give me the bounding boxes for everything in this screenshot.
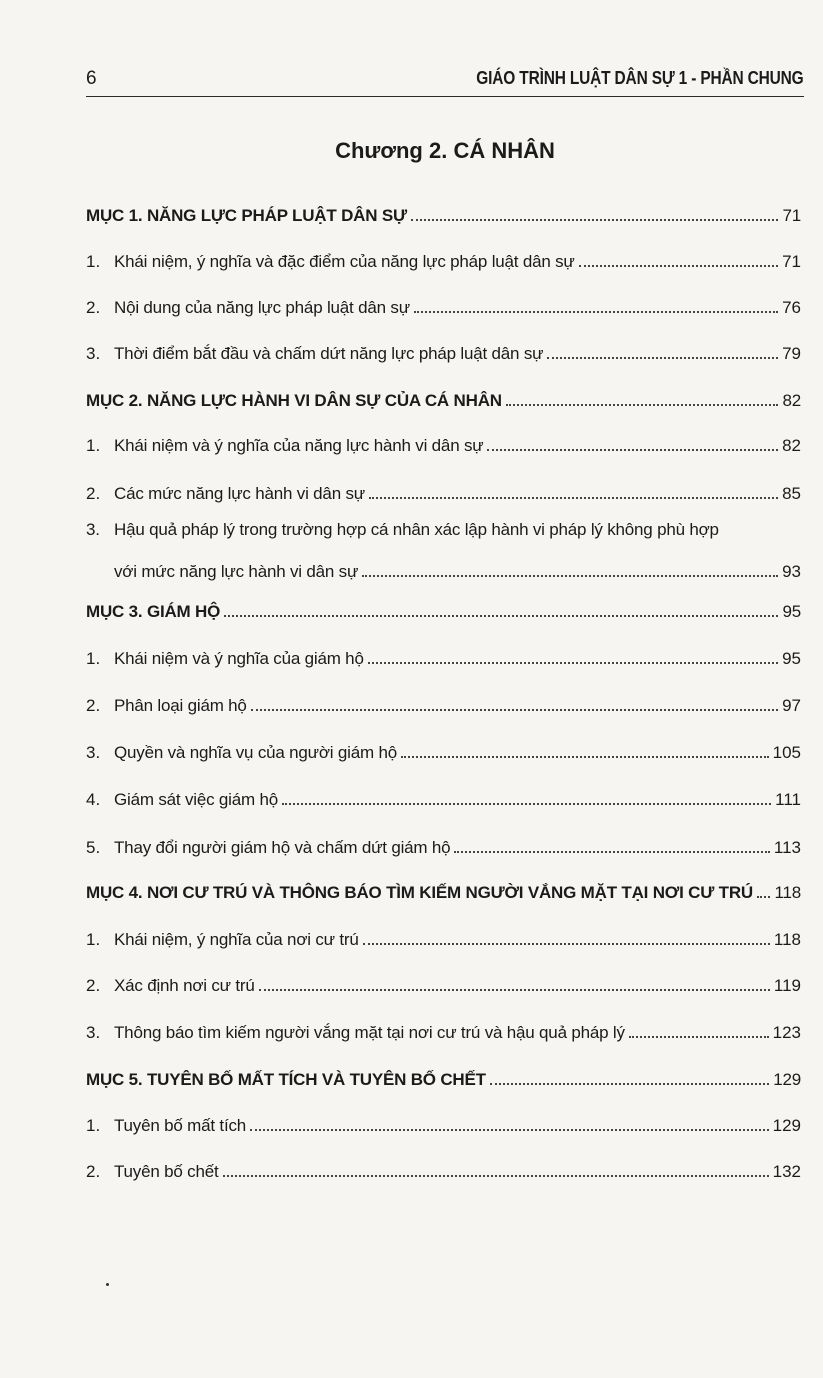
toc-item-number: 1. bbox=[86, 1116, 101, 1135]
toc-item-row bbox=[86, 1106, 801, 1136]
toc-dot-leader bbox=[629, 1035, 769, 1038]
toc-item-number: 1. bbox=[86, 436, 101, 455]
toc-item-row bbox=[86, 426, 801, 456]
toc-item-label: với mức năng lực hành vi dân sự bbox=[114, 562, 359, 581]
toc-dot-leader bbox=[251, 708, 778, 711]
toc-item-label: Thay đổi người giám hộ và chấm dứt giám hộ bbox=[114, 838, 451, 857]
toc-item-label: Tuyên bố mất tích bbox=[114, 1116, 247, 1135]
toc-item-number: 3. bbox=[86, 520, 100, 539]
toc-item-row bbox=[86, 733, 801, 763]
toc-section-row bbox=[86, 873, 801, 903]
toc-page-number: 97 bbox=[782, 696, 801, 715]
toc-page-number: 132 bbox=[772, 1162, 801, 1181]
toc-section-title: MỤC 2. NĂNG LỰC HÀNH VI DÂN SỰ CỦA CÁ NHÂN bbox=[86, 391, 502, 410]
toc-dot-leader bbox=[487, 448, 778, 451]
toc-item-label: Thông báo tìm kiếm người vắng mặt tại nơi cư trú và hậu quả pháp lý bbox=[114, 1023, 625, 1042]
toc-dot-leader bbox=[401, 755, 769, 758]
toc-item-row bbox=[86, 1013, 801, 1043]
toc-item-label: Nội dung của năng lực pháp luật dân sự bbox=[114, 298, 410, 317]
toc-item-first-line bbox=[86, 520, 719, 540]
toc-dot-leader bbox=[579, 264, 778, 267]
toc-page-number: 123 bbox=[772, 1023, 801, 1042]
toc-page-number: 82 bbox=[782, 391, 801, 410]
toc-section-row bbox=[86, 381, 801, 411]
toc-page-number: 118 bbox=[774, 883, 801, 902]
toc-page-number: 82 bbox=[782, 436, 801, 455]
toc-dot-leader bbox=[363, 942, 770, 945]
toc-item-row bbox=[86, 686, 801, 716]
toc-item-number: 2. bbox=[86, 696, 101, 715]
toc-page-number: 105 bbox=[772, 743, 801, 762]
toc-section-title: MỤC 5. TUYÊN BỐ MẤT TÍCH VÀ TUYÊN BỐ CHẾT bbox=[86, 1070, 486, 1089]
toc-section-row bbox=[86, 1060, 801, 1090]
toc-item-number: 2. bbox=[86, 298, 101, 317]
toc-item-number: 2. bbox=[86, 976, 101, 995]
toc-item-label: Các mức năng lực hành vi dân sự bbox=[114, 484, 365, 503]
toc-page-number: 129 bbox=[772, 1116, 801, 1135]
toc-section-row bbox=[86, 592, 801, 622]
toc-page-number: 93 bbox=[782, 562, 801, 581]
toc-page-number: 111 bbox=[775, 790, 801, 809]
toc-item-number: 2. bbox=[86, 1162, 101, 1181]
toc-item-label: Khái niệm, ý nghĩa và đặc điểm của năng lực pháp luật dân sự bbox=[114, 252, 575, 271]
toc-page-number: 129 bbox=[773, 1070, 801, 1089]
toc-item-row bbox=[86, 639, 801, 669]
page-number: 6 bbox=[86, 68, 97, 89]
toc-item-row bbox=[86, 966, 801, 996]
toc-item-number: 1. bbox=[86, 930, 101, 949]
toc-dot-leader bbox=[369, 496, 778, 499]
toc-dot-leader bbox=[282, 802, 771, 805]
toc-item-label: Hậu quả pháp lý trong trường hợp cá nhân xác lập hành vi pháp lý không phù hợp bbox=[114, 520, 719, 539]
toc-dot-leader bbox=[506, 403, 779, 406]
toc-page-number: 71 bbox=[782, 206, 801, 225]
chapter-title: Chương 2. CÁ NHÂN bbox=[335, 138, 555, 163]
toc-item-row bbox=[86, 1152, 801, 1182]
toc-section-row bbox=[86, 196, 801, 226]
toc-item-row bbox=[86, 920, 801, 950]
toc-dot-leader bbox=[224, 614, 778, 617]
toc-item-number: 3. bbox=[86, 743, 101, 762]
toc-section-title: MỤC 1. NĂNG LỰC PHÁP LUẬT DÂN SỰ bbox=[86, 206, 407, 225]
toc-page-number: 113 bbox=[773, 838, 801, 857]
toc-item-label: Giám sát việc giám hộ bbox=[114, 790, 278, 809]
toc-item-number: 3. bbox=[86, 1023, 101, 1042]
toc-dot-leader bbox=[757, 895, 770, 898]
toc-page-number: 119 bbox=[773, 976, 801, 995]
toc-item-label: Phân loại giám hộ bbox=[114, 696, 247, 715]
toc-item-number: 1. bbox=[86, 649, 101, 668]
book-title: GIÁO TRÌNH LUẬT DÂN SỰ 1 - PHẦN CHUNG bbox=[476, 68, 804, 88]
toc-page-number: 85 bbox=[782, 484, 801, 503]
toc-page-number: 95 bbox=[782, 649, 801, 668]
toc-page-number: 118 bbox=[773, 930, 801, 949]
toc-item-row bbox=[86, 242, 801, 272]
toc-item-row bbox=[86, 288, 801, 318]
toc-item-number: 1. bbox=[86, 252, 101, 271]
toc-item-row bbox=[86, 334, 801, 364]
toc-dot-leader bbox=[250, 1128, 769, 1131]
toc-dot-leader bbox=[362, 574, 778, 577]
toc-item-row bbox=[86, 474, 801, 504]
toc-item-number: 2. bbox=[86, 484, 101, 503]
toc-dot-leader bbox=[454, 850, 769, 853]
toc-item-number: 5. bbox=[86, 838, 101, 857]
toc-section-title: MỤC 4. NƠI CƯ TRÚ VÀ THÔNG BÁO TÌM KIẾM NGƯỜI VẮNG MẶT TẠI NƠI CƯ TRÚ bbox=[86, 883, 753, 902]
toc-item-label: Khái niệm, ý nghĩa của nơi cư trú bbox=[114, 930, 359, 949]
toc-item-label: Tuyên bố chết bbox=[114, 1162, 219, 1181]
toc-page-number: 76 bbox=[782, 298, 801, 317]
toc-item-row bbox=[86, 552, 801, 582]
toc-dot-leader bbox=[411, 218, 779, 221]
toc-item-row bbox=[86, 780, 801, 810]
toc-dot-leader bbox=[414, 310, 778, 313]
toc-item-label: Thời điểm bắt đầu và chấm dứt năng lực pháp luật dân sự bbox=[114, 344, 544, 363]
running-header bbox=[86, 66, 804, 97]
toc-item-label: Khái niệm và ý nghĩa của giám hộ bbox=[114, 649, 364, 668]
toc-page-number: 79 bbox=[782, 344, 801, 363]
toc-item-label: Khái niệm và ý nghĩa của năng lực hành vi dân sự bbox=[114, 436, 484, 455]
toc-item-number: 3. bbox=[86, 344, 101, 363]
toc-item-label: Xác định nơi cư trú bbox=[114, 976, 255, 995]
toc-dot-leader bbox=[368, 661, 778, 664]
toc-section-title: MỤC 3. GIÁM HỘ bbox=[86, 602, 221, 621]
toc-item-label: Quyền và nghĩa vụ của người giám hộ bbox=[114, 743, 397, 762]
toc-item-row bbox=[86, 828, 801, 858]
toc-dot-leader bbox=[259, 988, 770, 991]
toc-item-number: 4. bbox=[86, 790, 101, 809]
toc-page-number: 71 bbox=[782, 252, 801, 271]
toc-page-number: 95 bbox=[782, 602, 801, 621]
toc-dot-leader bbox=[223, 1174, 769, 1177]
print-speck bbox=[106, 1283, 109, 1286]
toc-dot-leader bbox=[547, 356, 778, 359]
toc-dot-leader bbox=[490, 1082, 769, 1085]
